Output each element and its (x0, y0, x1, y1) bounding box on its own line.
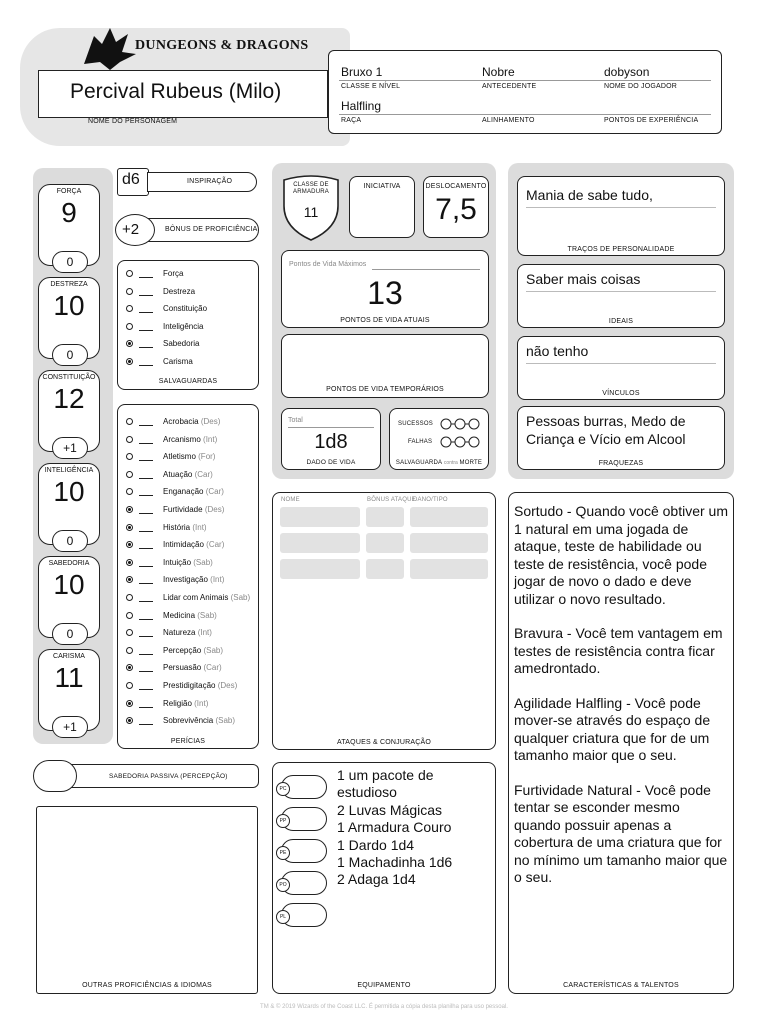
initiative-box (349, 176, 415, 238)
proficiency-checkbox[interactable] (126, 524, 133, 531)
player-name-label: NOME DO JOGADOR (604, 83, 678, 90)
skill-ability: (Sab) (197, 610, 217, 620)
coin-field[interactable] (281, 903, 327, 927)
skill-ability: (Int) (194, 698, 209, 708)
proficiency-checkbox[interactable] (126, 700, 133, 707)
ability-score[interactable]: 10 (53, 569, 85, 600)
speed-box (423, 176, 489, 238)
flaws-label: FRAQUEZAS (598, 460, 644, 467)
saving-throw-name: Sabedoria (163, 339, 200, 348)
inspiration-value[interactable]: d6 (122, 171, 140, 188)
passive-wisdom-value[interactable] (33, 760, 77, 792)
skill-ability: (Car) (203, 663, 222, 673)
equipment-item[interactable]: 2 Luvas Mágicas (337, 801, 443, 818)
proficiency-value[interactable]: +2 (122, 221, 140, 238)
hit-dice-value[interactable]: 1d8 (314, 431, 348, 453)
inspiration-label: INSPIRAÇÃO (187, 178, 233, 185)
character-name[interactable]: Percival Rubeus (Milo) (70, 80, 282, 103)
equipment-box (272, 762, 496, 994)
attack-1-name[interactable] (280, 507, 360, 527)
saving-throw-name: Inteligência (163, 321, 204, 331)
coin-label: PP (276, 814, 290, 828)
coin-label: PL (276, 910, 290, 924)
alignment-label: ALINHAMENTO (482, 117, 535, 124)
skills-box (117, 404, 259, 749)
skill-name: Intuição (163, 557, 192, 567)
ability-3 (38, 463, 100, 548)
feature-paragraph[interactable]: Sortudo - Quando você obtiver um 1 natural em uma jogada de ataque, teste de habilidade ou teste de resistência, você pode jogar de novo o dado e deve utilizar o novo resultado. (514, 503, 729, 607)
ideals-box[interactable] (517, 264, 725, 328)
modifier-line[interactable] (139, 478, 153, 479)
rule (526, 363, 716, 364)
modifier-line[interactable] (139, 295, 153, 296)
armor-class-label: CLASSE DE ARMADURA (293, 182, 329, 195)
armor-class-shield (280, 172, 342, 242)
proficiency-checkbox[interactable] (126, 471, 133, 478)
other-proficiencies-box[interactable] (36, 806, 258, 994)
ability-name: INTELIGÊNCIA (44, 467, 94, 474)
proficiency-checkbox[interactable] (126, 453, 133, 460)
modifier-line[interactable] (139, 636, 153, 637)
coin-field[interactable] (281, 807, 327, 831)
skill-ability: (Int) (197, 628, 212, 638)
personality-traits-box[interactable] (517, 176, 725, 256)
header-info-box (328, 50, 722, 134)
proficiency-checkbox[interactable] (126, 717, 133, 724)
saving-throw-name: Constituição (163, 304, 208, 313)
skill-name: Atuação (163, 469, 193, 479)
personality-traits-label: TRAÇOS DE PERSONALIDADE (567, 246, 675, 253)
hp-temp-label: PONTOS DE VIDA TEMPORÁRIOS (326, 386, 444, 393)
ability-1 (38, 277, 100, 362)
saving-throw-name: Carisma (163, 356, 193, 366)
footer-copyright: TM & © 2019 Wizards of the Coast LLC. É permitida a cópia desta planilha para uso pessoal. (260, 1004, 508, 1010)
modifier-line[interactable] (139, 671, 153, 672)
passive-wisdom-label: SABEDORIA PASSIVA (PERCEPÇÃO) (109, 773, 228, 780)
hp-max-label: Pontos de Vida Máximos (289, 261, 367, 268)
modifier-line[interactable] (139, 330, 153, 331)
ability-modifier[interactable]: 0 (52, 530, 88, 552)
coin-field[interactable] (281, 775, 327, 799)
speed-label: DESLOCAMENTO (425, 183, 487, 190)
skill-ability: (Sab) (230, 593, 251, 602)
proficiency-checkbox[interactable] (126, 559, 133, 566)
ability-modifier[interactable]: +1 (52, 437, 88, 459)
ability-name: CARISMA (53, 653, 85, 660)
armor-class-value[interactable]: 11 (303, 204, 319, 220)
initiative-label: INICIATIVA (363, 183, 401, 190)
proficiency-checkbox[interactable] (126, 647, 133, 654)
modifier-line[interactable] (139, 277, 153, 278)
saving-throws-label: SALVAGUARDAS (158, 378, 218, 385)
proficiency-checkbox[interactable] (126, 629, 133, 636)
proficiency-checkbox[interactable] (126, 664, 133, 671)
death-saves-label-c: MORTE (459, 460, 483, 466)
attacks-box (272, 492, 496, 750)
proficiency-label: BÔNUS DE PROFICIÊNCIA (165, 226, 258, 233)
ability-score[interactable]: 10 (53, 476, 85, 507)
skill-name: Lidar com Animais (163, 593, 229, 602)
ideals-label: IDEAIS (608, 318, 634, 325)
proficiency-checkbox[interactable] (126, 270, 133, 277)
equipment-item[interactable]: 1 Machadinha 1d6 (337, 854, 453, 870)
player-name[interactable]: dobyson (604, 65, 650, 79)
skill-name: Natureza (163, 628, 196, 638)
ability-score[interactable]: 9 (61, 197, 77, 228)
hp-max-line (372, 269, 480, 270)
skill-name: Arcanismo (163, 434, 201, 444)
features-box (508, 492, 734, 994)
skill-name: Persuasão (163, 663, 202, 673)
xp-label: PONTOS DE EXPERIÊNCIA (604, 117, 699, 124)
proficiency-checkbox[interactable] (126, 436, 133, 443)
equipment-item[interactable]: 1 um pacote de (337, 767, 434, 783)
ideals-text[interactable]: Saber mais coisas (526, 271, 641, 287)
skill-name: Acrobacia (163, 417, 199, 426)
modifier-line[interactable] (139, 654, 153, 655)
ability-4 (38, 556, 100, 641)
skill-ability: (Sab) (215, 716, 236, 726)
proficiency-checkbox[interactable] (126, 488, 133, 495)
skill-name: Medicina (163, 610, 196, 620)
death-success-circles[interactable] (440, 417, 484, 436)
hp-temp-box[interactable] (281, 334, 489, 398)
skill-name: Percepção (163, 645, 202, 655)
rule (526, 291, 716, 292)
proficiency-checkbox[interactable] (126, 682, 133, 689)
rule (526, 207, 716, 208)
attack-2-bonus[interactable] (366, 533, 404, 553)
bonds-text[interactable]: não tenho (526, 343, 589, 359)
attack-1-damage[interactable] (410, 507, 488, 527)
class-level[interactable]: Bruxo 1 (341, 65, 383, 79)
ability-name: SABEDORIA (48, 560, 90, 567)
modifier-line[interactable] (139, 689, 153, 690)
ability-2 (38, 370, 100, 455)
skill-ability: (Car) (206, 540, 225, 550)
hit-dice-box (281, 408, 381, 470)
ability-modifier[interactable]: 0 (52, 623, 88, 645)
saving-throw-name: Força (163, 269, 184, 278)
skill-ability: (Int) (210, 575, 225, 585)
flaws-text[interactable]: Pessoas burras, Medo de Criança e Vício em Alcool (526, 413, 686, 447)
skill-name: Religião (163, 698, 192, 708)
modifier-line[interactable] (139, 443, 153, 444)
equipment-item[interactable]: 2 Adaga 1d4 (337, 871, 416, 888)
ability-5 (38, 649, 100, 734)
feature-paragraph[interactable]: Agilidade Halfling - Você pode mover-se através do espaço de qualquer criatura que for de um tamanho maior que o seu. (514, 694, 711, 763)
proficiency-checkbox[interactable] (126, 323, 133, 330)
ability-name: CONSTITUIÇÃO (42, 374, 96, 381)
background[interactable]: Nobre (482, 65, 515, 79)
speed-value[interactable]: 7,5 (435, 193, 477, 226)
skill-name: História (163, 522, 191, 532)
dragon-logo-icon (80, 24, 140, 72)
skill-ability: (Int) (192, 522, 207, 532)
inspiration-box (117, 168, 259, 196)
ability-0 (38, 184, 100, 269)
proficiency-checkbox[interactable] (126, 305, 133, 312)
divider (339, 114, 711, 115)
ability-name: FORÇA (56, 188, 82, 195)
proficiency-checkbox[interactable] (126, 288, 133, 295)
hit-dice-total-line (288, 427, 374, 428)
proficiency-checkbox[interactable] (126, 612, 133, 619)
divider (339, 80, 711, 81)
equipment-item[interactable]: 1 Dardo 1d4 (337, 836, 415, 853)
modifier-line[interactable] (139, 548, 153, 549)
equipment-item[interactable]: 1 Armadura Couro (337, 819, 452, 836)
proficiency-checkbox[interactable] (126, 506, 133, 513)
skill-name: Enganação (163, 487, 204, 497)
death-saves-label (390, 460, 488, 466)
proficiency-checkbox[interactable] (126, 418, 133, 425)
hit-dice-total-label: Total (288, 417, 303, 424)
skill-name: Investigação (163, 575, 208, 585)
hp-current-label: PONTOS DE VIDA ATUAIS (340, 317, 430, 324)
proficiency-box (115, 214, 261, 246)
attacks-col-damage: DANO/TIPO (413, 497, 448, 503)
death-fail-label: FALHAS (408, 439, 433, 445)
modifier-line[interactable] (139, 312, 153, 313)
other-proficiencies-label: OUTRAS PROFICIÊNCIAS & IDIOMAS (82, 982, 212, 989)
skill-name: Prestidigitação (163, 681, 216, 690)
passive-wisdom (33, 760, 261, 792)
ability-modifier[interactable]: 0 (52, 344, 88, 366)
equipment-label: EQUIPAMENTO (357, 982, 411, 989)
modifier-line[interactable] (139, 566, 153, 567)
skills-label: PERÍCIAS (170, 738, 206, 745)
class-level-label: CLASSE E NÍVEL (341, 83, 401, 90)
death-fail-circles[interactable] (440, 435, 484, 454)
coin-field[interactable] (281, 839, 327, 863)
skill-name: Furtividade (163, 505, 203, 514)
ability-score[interactable]: 12 (53, 383, 85, 414)
modifier-line[interactable] (139, 531, 153, 532)
ability-modifier[interactable]: 0 (52, 251, 88, 273)
death-saves-box (389, 408, 489, 470)
skill-ability: (Car) (194, 469, 213, 479)
modifier-line[interactable] (139, 619, 153, 620)
modifier-line[interactable] (139, 513, 153, 514)
character-name-label: NOME DO PERSONAGEM (88, 118, 178, 125)
skill-name: Sobrevivência (163, 716, 214, 726)
race-label: RAÇA (341, 117, 362, 124)
skill-ability: (Sab) (203, 645, 224, 655)
skill-ability: (Int) (203, 434, 218, 444)
modifier-line[interactable] (139, 425, 153, 426)
proficiency-checkbox[interactable] (126, 340, 133, 347)
hit-dice-label: DADO DE VIDA (306, 459, 356, 466)
features-label: CARACTERÍSTICAS & TALENTOS (563, 982, 679, 989)
coin-label: PC (276, 782, 290, 796)
race[interactable]: Halfling (341, 99, 382, 113)
skill-ability: (Car) (205, 487, 224, 497)
coin-field[interactable] (281, 871, 327, 895)
attack-3-damage[interactable] (410, 559, 488, 579)
skill-name: Intimidação (163, 540, 204, 550)
personality-traits-text[interactable]: Mania de sabe tudo, (526, 187, 653, 203)
proficiency-checkbox[interactable] (126, 576, 133, 583)
modifier-line[interactable] (139, 347, 153, 348)
coin-label: PO (276, 878, 290, 892)
death-success-label: SUCESSOS (398, 421, 433, 427)
background-label: ANTECEDENTE (482, 83, 537, 90)
attacks-col-name: NOME (281, 497, 300, 503)
death-saves-label-b: contra (443, 460, 458, 466)
skill-ability: (Des) (217, 681, 238, 690)
attack-2-damage[interactable] (410, 533, 488, 553)
proficiency-checkbox[interactable] (126, 541, 133, 548)
modifier-line[interactable] (139, 724, 153, 725)
attack-2-name[interactable] (280, 533, 360, 553)
attacks-col-bonus: BÔNUS ATAQUE (367, 497, 416, 503)
bonds-box[interactable] (517, 336, 725, 400)
skill-ability: (Sab) (193, 557, 213, 567)
attacks-label: ATAQUES & CONJURAÇÃO (337, 739, 431, 746)
hp-current-box (281, 250, 489, 328)
modifier-line[interactable] (139, 365, 153, 366)
flaws-box[interactable] (517, 406, 725, 470)
death-saves-label-a: SALVAGUARDA (395, 460, 443, 466)
feature-paragraph[interactable]: Furtividade Natural - Você pode tentar se esconder mesmo quando possuir apenas a cobertura de uma criatura que for no mínimo um tamanho maior que o seu. (514, 781, 728, 885)
bonds-label: VÍNCULOS (602, 390, 640, 397)
skill-name: Atletismo (163, 452, 196, 462)
skill-ability: (For) (198, 452, 216, 462)
attack-3-name[interactable] (280, 559, 360, 579)
ability-name: DESTREZA (50, 281, 88, 288)
modifier-line[interactable] (139, 601, 153, 602)
modifier-line[interactable] (139, 460, 153, 461)
proficiency-checkbox[interactable] (126, 358, 133, 365)
logo-text: DUNGEONS & DRAGONS (135, 38, 309, 53)
skill-ability: (Des) (200, 417, 221, 426)
feature-paragraph[interactable]: Bravura - Você tem vantagem em testes de resistência contra ficar amedrontado. (514, 625, 723, 676)
modifier-line[interactable] (139, 495, 153, 496)
equipment-item[interactable]: estudioso (337, 784, 397, 801)
modifier-line[interactable] (139, 707, 153, 708)
proficiency-checkbox[interactable] (126, 594, 133, 601)
ability-score[interactable]: 11 (54, 662, 84, 693)
skill-ability: (Des) (204, 505, 225, 514)
ability-score[interactable]: 10 (53, 290, 85, 321)
saving-throws-box (117, 260, 259, 390)
attack-1-bonus[interactable] (366, 507, 404, 527)
coin-label: PE (276, 846, 290, 860)
ability-modifier[interactable]: +1 (52, 716, 88, 738)
attack-3-bonus[interactable] (366, 559, 404, 579)
saving-throw-name: Destreza (163, 286, 196, 296)
hp-current-value[interactable]: 13 (367, 275, 403, 311)
modifier-line[interactable] (139, 583, 153, 584)
